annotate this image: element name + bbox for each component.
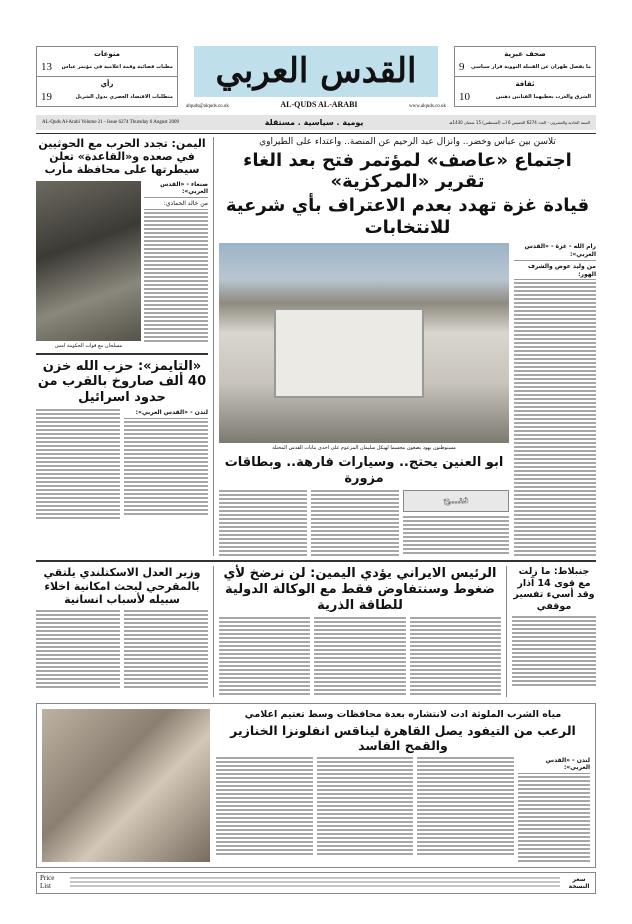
teaser-item[interactable]: منوعات مطبات فضائية وقمة اعلامية في مؤتمر عباس 13 xyxy=(41,50,173,73)
jumblatt-story xyxy=(512,566,596,697)
column-divider xyxy=(506,566,507,697)
masthead-logo-en: AL-QUDS AL-ARABI xyxy=(280,100,358,109)
masthead xyxy=(36,46,596,109)
masthead-center xyxy=(186,46,446,109)
bottom-body-text xyxy=(216,757,313,857)
scotland-story xyxy=(36,566,208,697)
bottom-headline[interactable]: الرعب من التيفود يصل القاهرة ليناقس انفلونزا الخنازير والقمح الفاسد xyxy=(230,722,576,753)
divider xyxy=(36,560,596,562)
yemen-dateline: صنعاء - «القدس العربي»: xyxy=(144,181,208,199)
times-body-text xyxy=(36,409,120,519)
sub-lead-text xyxy=(219,490,307,556)
teaser-item[interactable]: صحف عبرية ما يفصل طهران عن القنبلة النووية قرار سياسي 9 xyxy=(459,50,591,73)
scotland-headline[interactable]: وزير العدل الاسكتلندي يلتقي بالمقرحي لبحث امكانية اخلاء سبيله لأسباب انسانية xyxy=(43,566,201,606)
column-divider xyxy=(213,137,214,556)
lead-photo-caption: مستوطنون يهود يضعون مجسما لهيكل سليمان المزعوم على احدى بنايات القدس المحتلة xyxy=(272,445,456,452)
divider xyxy=(36,353,208,355)
yemen-headline[interactable]: اليمن: تجدد الحرب مع الحوثيين في صعده و«القاعدة» تعلن سيطرتها على محافظة مأرب xyxy=(38,137,206,177)
sub-lead-text xyxy=(403,516,509,556)
masthead-email[interactable]: alquds@alquds.co.uk xyxy=(186,104,229,109)
bottom-kicker: مياه الشرب الملوثة ادت لانتشاره بعدة محافظات وسط تعتيم اعلامي xyxy=(244,709,562,721)
front-page xyxy=(36,0,596,894)
lead-dateline: رام الله - غزة - «القدس العربي»: xyxy=(514,243,596,261)
times-body-text xyxy=(124,421,208,517)
bottom-dateline: لندن - «القدس العربي»: xyxy=(518,757,590,775)
sub-lead-text xyxy=(311,490,399,556)
scotland-body-text xyxy=(36,610,120,690)
lead-photo[interactable] xyxy=(219,243,509,443)
masthead-website[interactable]: www.alquds.co.uk xyxy=(408,104,446,109)
lead-byline: من وليد عوض والشرف الهور: xyxy=(514,263,596,281)
dateline-bar: AL-Quds Al-Arabi Volume 21 - Issue 6274 Thursday 6 August 2009 يومية . سياسية . مستقلة السنة الحادية والعشرون - العدد 6274 الخميس 6 آب (أغسطس) 15 شعبان 1430هـ xyxy=(36,115,596,130)
iran-headline[interactable]: الرئيس الايراني يؤدي اليمين: لن نرضخ لأي ضغوط وسنتفاوض فقط مع الوكالة الدولية للطاقة الذرية xyxy=(223,566,497,613)
iran-body-text xyxy=(314,617,405,697)
price-list-text xyxy=(70,877,560,889)
yemen-photo[interactable] xyxy=(36,181,141,341)
price-list-label-en: Price List xyxy=(40,874,55,890)
column-divider xyxy=(213,566,214,697)
price-list-label-ar: سعر النسخة xyxy=(568,875,590,890)
lead-headline[interactable]: اجتماع «عاصف» لمؤتمر فتح بعد الغاء تقرير «المركزية» xyxy=(243,149,572,193)
iran-story xyxy=(219,566,501,697)
teaser-item[interactable]: ثقافة الشرق والغرب بعطيهما الفنانين ذهنين 10 xyxy=(455,76,595,106)
yemen-body-text xyxy=(144,212,208,342)
main-column xyxy=(219,137,596,556)
bottom-photo[interactable] xyxy=(42,709,210,862)
masthead-left-box xyxy=(36,46,178,107)
upper-section xyxy=(36,137,596,556)
middle-section xyxy=(36,566,596,697)
left-column xyxy=(36,137,208,556)
jumblatt-body-text xyxy=(512,616,596,686)
yemen-byline: من خالد الحمادي: xyxy=(144,200,208,210)
price-list xyxy=(36,872,596,893)
scotland-body-text xyxy=(124,610,208,690)
iran-body-text xyxy=(219,617,310,697)
times-dateline: لندن - «القدس العربي»: xyxy=(124,409,208,419)
iran-body-text xyxy=(410,617,501,697)
masthead-logo: القدس العربي xyxy=(194,46,438,97)
divider xyxy=(36,133,596,134)
teaser-item[interactable]: رأي متطلبات الاقتصاد العصري بدول الشريل 19 xyxy=(37,76,177,106)
fatah-logo: فتـــح xyxy=(403,490,509,512)
bottom-body-text xyxy=(317,757,414,857)
masthead-right-box xyxy=(454,46,596,107)
lead-body-text xyxy=(514,282,596,556)
times-headline[interactable]: «التايمز»: حزب الله خزن 40 ألف صاروخ بالقرب من حدود اسرائيل xyxy=(37,358,207,405)
sub-lead-headline[interactable]: ابو العنين يحتج.. وسيارات فارهة.. وبطاقات مزورة xyxy=(224,455,504,486)
jumblatt-headline[interactable]: جنبلاط: ما زلت مع قوى 14 آذار وقد أسيء تفسير موقفي xyxy=(513,566,595,612)
bottom-story-box xyxy=(36,703,596,868)
lead-kicker[interactable]: تلاسن بين عباس وخضر.. وانزال عبد الرحيم عن المنصة.. واعتداء على الطيراوي xyxy=(259,137,556,147)
yemen-caption: مسلحان مع قوات الحكومة امس xyxy=(54,342,123,349)
bottom-body-text xyxy=(417,757,514,857)
lead-headline-2[interactable]: قيادة غزة تهدد بعدم الاعتراف بأي شرعية للانتخابات xyxy=(225,194,590,238)
bottom-body-text xyxy=(518,776,590,862)
